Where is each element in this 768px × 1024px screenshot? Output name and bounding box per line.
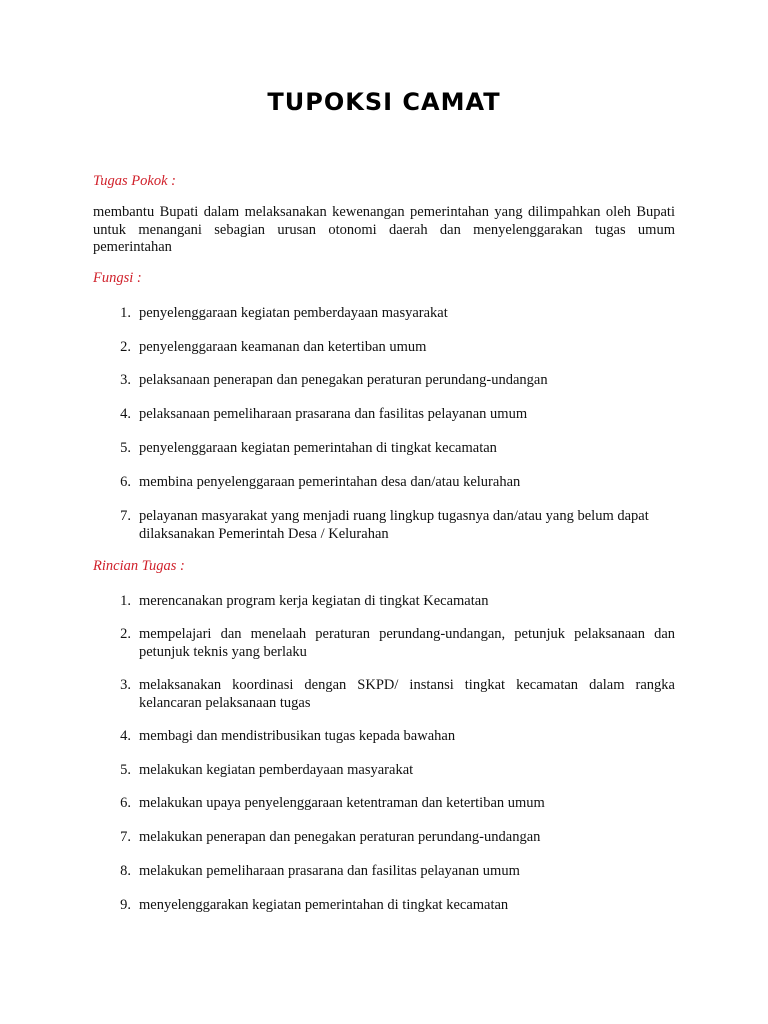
list-number: 4. bbox=[120, 728, 131, 744]
list-text: penyelenggaraan kegiatan pemerintahan di tingkat kecamatan bbox=[139, 440, 497, 456]
list-number: 8. bbox=[120, 863, 131, 879]
list-number: 9. bbox=[120, 897, 131, 913]
tugas-pokok-heading: Tugas Pokok : bbox=[93, 173, 176, 189]
list-number: 2. bbox=[120, 626, 131, 642]
list-text: pelaksanaan penerapan dan penegakan peraturan perundang-undangan bbox=[139, 372, 548, 388]
list-text: mempelajari dan menelaah peraturan perundang-undangan, petunjuk pelaksanaan dan petunjuk teknis yang berlaku bbox=[139, 626, 675, 660]
list-text: melakukan upaya penyelenggaraan ketentraman dan ketertiban umum bbox=[139, 795, 545, 811]
list-number: 6. bbox=[120, 474, 131, 490]
list-text: melaksanakan koordinasi dengan SKPD/ instansi tingkat kecamatan dalam rangka kelancaran pelaksanaan tugas bbox=[139, 677, 675, 711]
list-number: 1. bbox=[120, 593, 131, 609]
list-text: pelaksanaan pemeliharaan prasarana dan fasilitas pelayanan umum bbox=[139, 406, 528, 422]
list-text: melakukan penerapan dan penegakan peraturan perundang-undangan bbox=[139, 829, 541, 845]
list-text: membagi dan mendistribusikan tugas kepada bawahan bbox=[139, 728, 456, 744]
rincian-tugas-heading: Rincian Tugas : bbox=[93, 558, 185, 574]
list-text: merencanakan program kerja kegiatan di tingkat Kecamatan bbox=[139, 593, 489, 609]
list-number: 7. bbox=[120, 508, 131, 524]
list-text: melakukan kegiatan pemberdayaan masyarakat bbox=[139, 762, 414, 778]
tugas-pokok-text: membantu Bupati dalam melaksanakan kewenangan pemerintahan yang dilimpahkan oleh Bupati untuk menangani sebagian urusan otonomi daerah dan menyelenggarakan tugas umum pemerintahan bbox=[93, 204, 675, 255]
list-text: melakukan pemeliharaan prasarana dan fasilitas pelayanan umum bbox=[139, 863, 520, 879]
list-text: penyelenggaraan kegiatan pemberdayaan masyarakat bbox=[139, 305, 448, 321]
list-number: 3. bbox=[120, 372, 131, 388]
list-number: 5. bbox=[120, 762, 131, 778]
page-title: TUPOKSI CAMAT bbox=[267, 88, 501, 116]
list-number: 6. bbox=[120, 795, 131, 811]
list-number: 5. bbox=[120, 440, 131, 456]
list-number: 7. bbox=[120, 829, 131, 845]
list-number: 2. bbox=[120, 339, 131, 355]
list-text: membina penyelenggaraan pemerintahan desa dan/atau kelurahan bbox=[139, 474, 521, 490]
list-number: 1. bbox=[120, 305, 131, 321]
list-text: penyelenggaraan keamanan dan ketertiban umum bbox=[139, 339, 427, 355]
list-text: pelayanan masyarakat yang menjadi ruang lingkup tugasnya dan/atau yang belum dapat dilaksanakan Pemerintah Desa / Kelurahan bbox=[139, 508, 649, 542]
list-number: 3. bbox=[120, 677, 131, 693]
fungsi-heading: Fungsi : bbox=[93, 270, 142, 286]
list-text: menyelenggarakan kegiatan pemerintahan di tingkat kecamatan bbox=[139, 897, 509, 913]
list-number: 4. bbox=[120, 406, 131, 422]
